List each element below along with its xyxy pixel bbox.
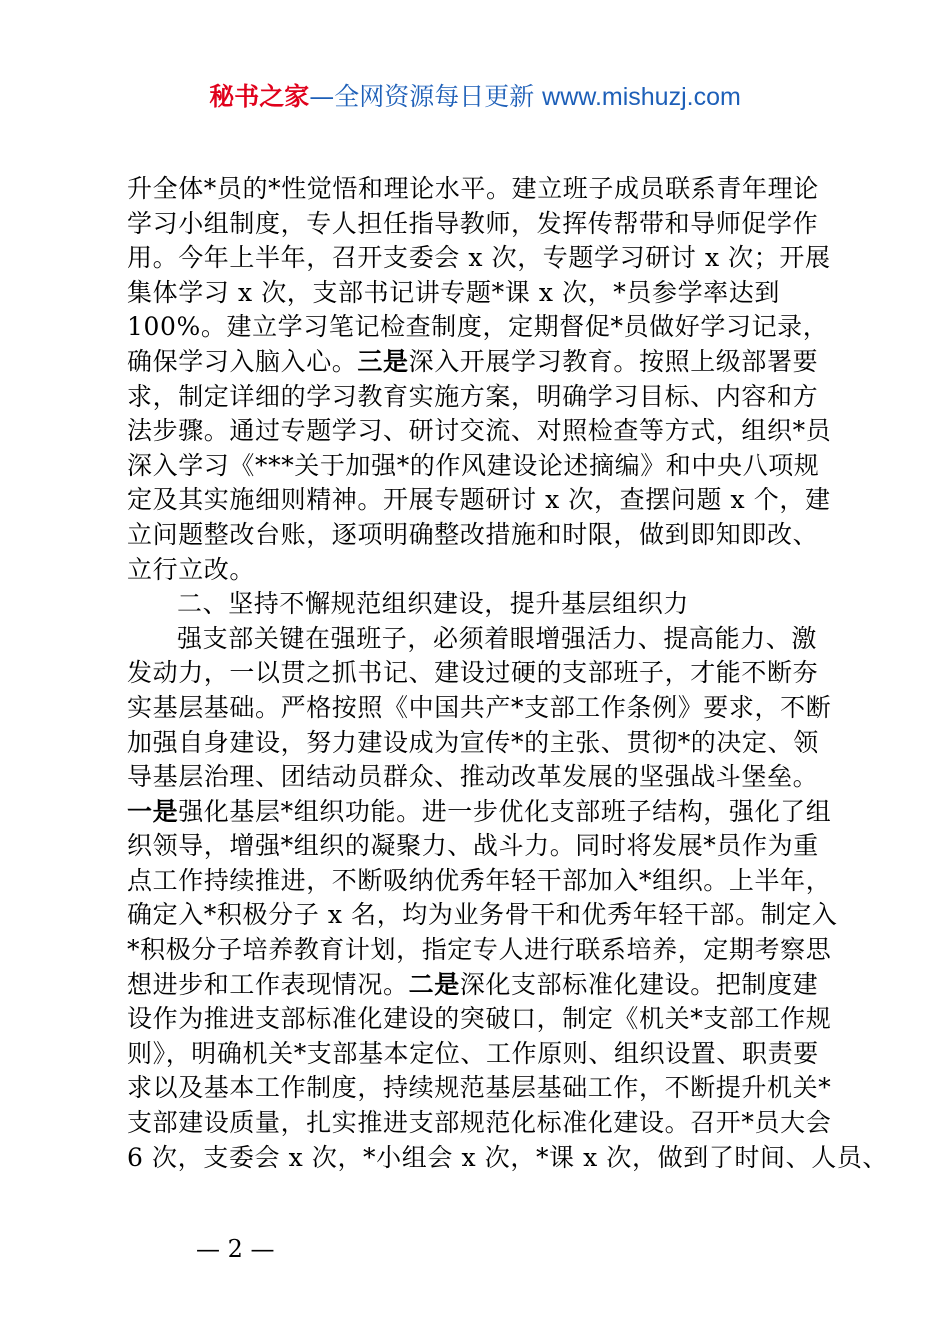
text-line: 点工作持续推进，不断吸纳优秀年轻干部加入*组织。上半年，	[127, 865, 832, 895]
text-line	[127, 345, 835, 380]
text-line: 立行立改。	[127, 554, 256, 584]
text-line: 实基层基础。严格按照《中国共产*支部工作条例》要求，不断	[127, 692, 832, 722]
text-line: 确定入*积极分子 x 名，均为业务骨干和优秀年轻干部。制定入	[127, 900, 838, 930]
text-line: 立问题整改台账，逐项明确整改措施和时限，做到即知即改、	[127, 519, 819, 549]
section-heading: 二、坚持不懈规范组织建设，提升基层组织力	[177, 589, 690, 619]
text-segment: 深化支部标准化建设。把制度建	[459, 969, 819, 999]
text-line: 设作为推进支部标准化建设的突破口，制定《机关*支部工作规	[127, 1004, 832, 1034]
bold-ordinal: 二是	[408, 969, 460, 999]
text-line	[127, 795, 835, 830]
text-segment: 想进步和工作表现情况。	[127, 969, 409, 999]
text-line: 支部建设质量，扎实推进支部规范化标准化建设。召开*员大会	[127, 1108, 832, 1138]
page-number: — 2 —	[196, 1235, 275, 1263]
text-line: 集体学习 x 次，支部书记讲专题*课 x 次，*员参学率达到	[127, 277, 780, 307]
text-line	[127, 968, 835, 1003]
text-segment: 强化基层*组织功能。进一步优化支部班子结构，强化了组	[178, 796, 832, 826]
banner-slogan: —全网资源每日更新	[309, 82, 543, 111]
document-body	[127, 172, 889, 1175]
text-line: 用。今年上半年，召开支委会 x 次，专题学习研讨 x 次；开展	[127, 243, 831, 273]
banner-url[interactable]: www.mishuzj.com	[542, 83, 741, 111]
text-line: 则》，明确机关*支部基本定位、工作原则、组织设置、职责要	[127, 1038, 819, 1068]
text-line: 升全体*员的*性觉悟和理论水平。建立班子成员联系青年理论	[127, 174, 819, 203]
brand-name: 秘书之家	[209, 82, 310, 111]
text-segment: 深入开展学习教育。按照上级部署要	[408, 346, 819, 376]
bold-ordinal: 一是	[127, 796, 179, 826]
text-segment: 确保学习入脑入心。	[127, 346, 358, 376]
text-line: 100%。建立学习笔记检查制度，定期督促*员做好学习记录，	[127, 312, 829, 342]
text-line: 加强自身建设，努力建设成为宣传*的主张、贯彻*的决定、领	[127, 727, 819, 757]
text-line: 求，制定详细的学习教育实施方案，明确学习目标、内容和方	[127, 381, 819, 411]
paragraph-first-line: 强支部关键在强班子，必须着眼增强活力、提高能力、激	[177, 623, 818, 653]
text-line: 6 次，支委会 x 次，*小组会 x 次，*课 x 次，做到了时间、人员、	[127, 1142, 889, 1172]
text-line: *积极分子培养教育计划，指定专人进行联系培养，定期考察思	[127, 935, 832, 965]
text-line: 导基层治理、团结动员群众、推动改革发展的坚强战斗堡垒。	[127, 762, 819, 792]
text-line: 学习小组制度，专人担任指导教师，发挥传帮带和导师促学作	[127, 208, 819, 238]
text-line: 发动力，一以贯之抓书记、建设过硬的支部班子，才能不断夯	[127, 658, 819, 688]
text-line: 织领导，增强*组织的凝聚力、战斗力。同时将发展*员作为重	[127, 831, 819, 861]
site-banner	[0, 82, 950, 112]
text-line: 法步骤。通过专题学习、研讨交流、对照检查等方式，组织*员	[127, 416, 832, 446]
text-line: 求以及基本工作制度，持续规范基层基础工作，不断提升机关*	[127, 1073, 832, 1103]
bold-ordinal: 三是	[357, 346, 409, 376]
text-line: 深入学习《***关于加强*的作风建设论述摘编》和中央八项规	[127, 450, 820, 480]
text-line: 定及其实施细则精神。开展专题研讨 x 次，查摆问题 x 个，建	[127, 485, 831, 515]
